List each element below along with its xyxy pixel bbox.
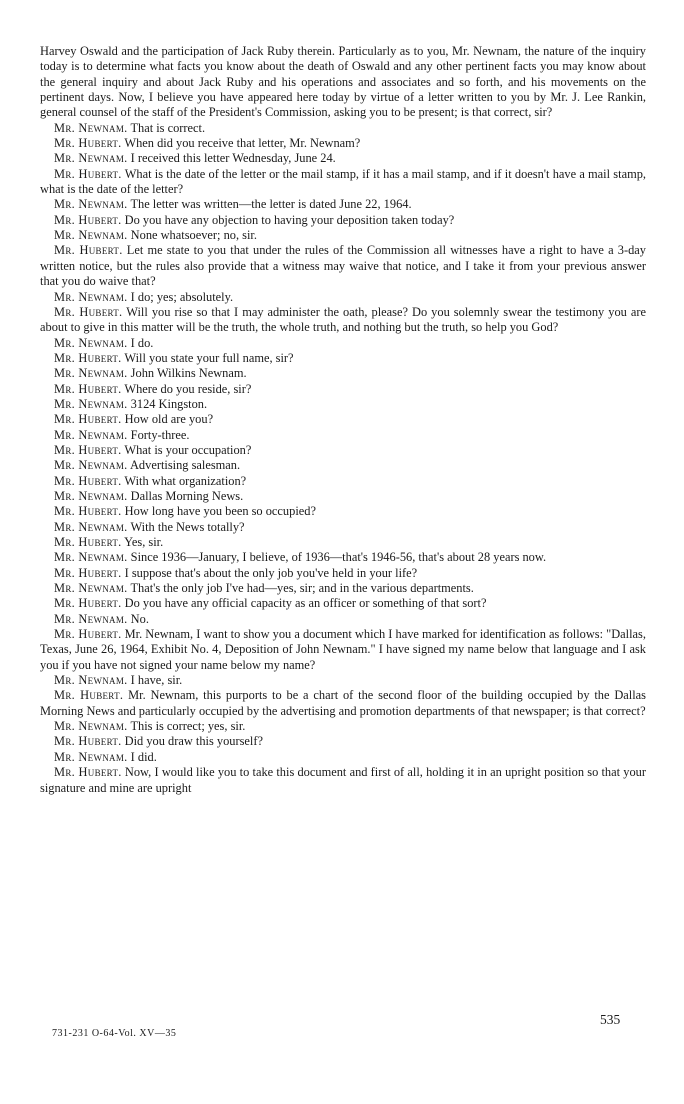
- testimony-paragraph: [40, 458, 646, 473]
- testimony-turns: [40, 121, 646, 796]
- speaker-name: Mr. Hubert.: [54, 381, 122, 396]
- speaker-name: Mr. Newnam.: [54, 366, 128, 381]
- speaker-name: Mr. Newnam.: [54, 673, 128, 688]
- speaker-text: I do.: [130, 335, 154, 350]
- speaker-name: Mr. Hubert.: [54, 765, 122, 780]
- speaker-text: What is your occupation?: [124, 442, 252, 457]
- speaker-name: Mr. Hubert.: [54, 243, 123, 258]
- speaker-text: Will you rise so that I may administer the oath, please? Do you solemnly swear the testimony you are about to give in this matter will be the truth, the whole truth, and nothing but the truth, so help you God?: [40, 304, 647, 335]
- testimony-paragraph: [40, 290, 646, 305]
- testimony-paragraph: [40, 535, 646, 550]
- speaker-name: Mr. Newnam.: [54, 458, 128, 473]
- speaker-name: Mr. Newnam.: [54, 581, 128, 596]
- speaker-name: Mr. Newnam.: [54, 749, 128, 764]
- speaker-text: John Wilkins Newnam.: [130, 366, 247, 381]
- speaker-text: Did you draw this yourself?: [124, 734, 263, 749]
- testimony-paragraph: [40, 550, 646, 565]
- testimony-paragraph: [40, 382, 646, 397]
- speaker-name: Mr. Hubert.: [54, 350, 122, 365]
- speaker-name: Mr. Newnam.: [54, 550, 128, 565]
- testimony-text: [40, 44, 646, 796]
- speaker-text: With what organization?: [124, 473, 247, 488]
- speaker-name: Mr. Newnam.: [54, 197, 128, 212]
- speaker-text: Since 1936—January, I believe, of 1936—that's 1946-56, that's about 28 years now.: [130, 550, 547, 565]
- testimony-paragraph: [40, 719, 646, 734]
- speaker-text: That's the only job I've had—yes, sir; and in the various departments.: [130, 581, 474, 596]
- speaker-name: Mr. Hubert.: [54, 535, 122, 549]
- speaker-name: Mr. Hubert.: [54, 627, 122, 642]
- testimony-paragraph: [40, 596, 646, 611]
- speaker-name: Mr. Hubert.: [54, 212, 122, 227]
- testimony-paragraph: [40, 474, 646, 489]
- testimony-paragraph: [40, 443, 646, 458]
- speaker-name: Mr. Newnam.: [54, 396, 128, 411]
- speaker-text: I suppose that's about the only job you've held in your life?: [124, 565, 418, 580]
- speaker-name: Mr. Hubert.: [54, 688, 124, 703]
- speaker-name: Mr. Hubert.: [54, 166, 122, 181]
- speaker-name: Mr. Hubert.: [54, 734, 122, 749]
- speaker-name: Mr. Hubert.: [54, 565, 122, 580]
- speaker-text: This is correct; yes, sir.: [130, 719, 246, 734]
- testimony-paragraph: [40, 351, 646, 366]
- speaker-name: Mr. Newnam.: [54, 427, 128, 442]
- testimony-paragraph: [40, 197, 646, 212]
- speaker-name: Mr. Hubert.: [54, 442, 122, 457]
- testimony-paragraph: [40, 734, 646, 749]
- speaker-text: Forty-three.: [130, 427, 190, 442]
- speaker-text: Now, I would like you to take this document and first of all, holding it in an upright position so that your signature and mine are upright: [40, 765, 646, 795]
- speaker-text: No.: [130, 611, 149, 626]
- speaker-name: Mr. Newnam.: [54, 611, 128, 626]
- testimony-paragraph: [40, 489, 646, 504]
- testimony-paragraph: [40, 566, 646, 581]
- speaker-name: Mr. Newnam.: [54, 719, 128, 734]
- testimony-paragraph: [40, 136, 646, 151]
- testimony-paragraph: [40, 397, 646, 412]
- speaker-text: Mr. Newnam, I want to show you a document which I have marked for identification as follows: "Dallas, Texas, June 26, 1964, Exhibit No. 4, Deposition of John Newnam." I have signed my name below that language and I ask you if you have not signed your name below my name?: [40, 627, 646, 672]
- testimony-paragraph: [40, 612, 646, 627]
- speaker-text: Let me state to you that under the rules of the Commission all witnesses have a right to have a 3-day written notice, but the rules also provide that a witness may waive that notice, and I take it from your previous answer that you do waive that?: [40, 243, 646, 289]
- speaker-text: What is the date of the letter or the mail stamp, if it has a mail stamp, and if it doesn't have a mail stamp, what is the date of the letter?: [40, 166, 646, 197]
- testimony-paragraph: [40, 428, 646, 443]
- speaker-text: Advertising salesman.: [129, 458, 241, 473]
- speaker-text: I do; yes; absolutely.: [130, 289, 234, 304]
- speaker-text: I did.: [130, 749, 157, 764]
- speaker-text: I have, sir.: [130, 673, 183, 688]
- speaker-text: I received this letter Wednesday, June 24.: [130, 151, 336, 166]
- speaker-text: Do you have any objection to having your deposition taken today?: [124, 212, 455, 227]
- testimony-paragraph: [40, 627, 646, 673]
- speaker-name: Mr. Newnam.: [54, 289, 128, 304]
- speaker-text: Dallas Morning News.: [130, 488, 244, 503]
- speaker-name: Mr. Newnam.: [54, 120, 128, 135]
- speaker-text: The letter was written—the letter is dated June 22, 1964.: [130, 197, 412, 212]
- testimony-paragraph: [40, 750, 646, 765]
- speaker-name: Mr. Newnam.: [54, 335, 128, 350]
- speaker-name: Mr. Newnam.: [54, 151, 128, 166]
- speaker-name: Mr. Hubert.: [54, 596, 122, 611]
- speaker-text: Do you have any official capacity as an officer or something of that sort?: [124, 596, 487, 611]
- testimony-paragraph: [40, 213, 646, 228]
- testimony-paragraph: [40, 151, 646, 166]
- testimony-paragraph: [40, 765, 646, 796]
- speaker-name: Mr. Hubert.: [54, 304, 123, 319]
- speaker-name: Mr. Newnam.: [54, 228, 128, 243]
- speaker-text: 3124 Kingston.: [130, 396, 208, 411]
- speaker-text: None whatsoever; no, sir.: [130, 228, 257, 243]
- speaker-name: Mr. Hubert.: [54, 473, 122, 488]
- speaker-text: When did you receive that letter, Mr. Newnam?: [124, 136, 361, 151]
- testimony-paragraph: [40, 336, 646, 351]
- speaker-text: How old are you?: [124, 412, 214, 427]
- speaker-text: How long have you been so occupied?: [124, 504, 316, 519]
- page-number: 535: [600, 1012, 621, 1027]
- testimony-paragraph: [40, 520, 646, 535]
- testimony-paragraph: [40, 688, 646, 719]
- testimony-paragraph: [40, 412, 646, 427]
- speaker-name: Mr. Hubert.: [54, 504, 122, 519]
- testimony-paragraph: [40, 305, 646, 336]
- opening-paragraph: Harvey Oswald and the participation of Jack Ruby therein. Particularly as to you, Mr. Newnam, the nature of the inquiry today is to determine what facts you know about the death of Oswald and any other pertinent facts you may know about the general inquiry and about Jack Ruby and his operations and associates and so forth, and his movements on the pertinent days. Now, I believe you have appeared here today by virtue of a letter written to you by Mr. J. Lee Rankin, general counsel of the staff of the President's Commission, asking you to be present; is that correct, sir?: [40, 44, 646, 120]
- testimony-paragraph: [40, 167, 646, 198]
- speaker-text: With the News totally?: [130, 519, 245, 534]
- speaker-text: Where do you reside, sir?: [124, 381, 252, 396]
- footer-code: 731-231 O-64-Vol. XV—35: [52, 1028, 177, 1039]
- speaker-name: Mr. Hubert.: [54, 136, 122, 151]
- testimony-paragraph: [40, 673, 646, 688]
- speaker-text: Mr. Newnam, this purports to be a chart of the second floor of the building occupied by the Dallas Morning News and particularly occupied by the advertising and promotion departments of that newspaper; is that correct?: [40, 688, 646, 718]
- testimony-paragraph: [40, 121, 646, 136]
- speaker-text: Will you state your full name, sir?: [124, 350, 294, 365]
- speaker-name: Mr. Newnam.: [54, 519, 128, 534]
- testimony-paragraph: [40, 504, 646, 519]
- speaker-text: That is correct.: [130, 120, 206, 135]
- testimony-paragraph: [40, 228, 646, 243]
- speaker-text: Yes, sir.: [124, 535, 164, 549]
- testimony-paragraph: [40, 243, 646, 289]
- testimony-paragraph: [40, 581, 646, 596]
- speaker-name: Mr. Newnam.: [54, 488, 128, 503]
- speaker-name: Mr. Hubert.: [54, 412, 122, 427]
- testimony-paragraph: [40, 366, 646, 381]
